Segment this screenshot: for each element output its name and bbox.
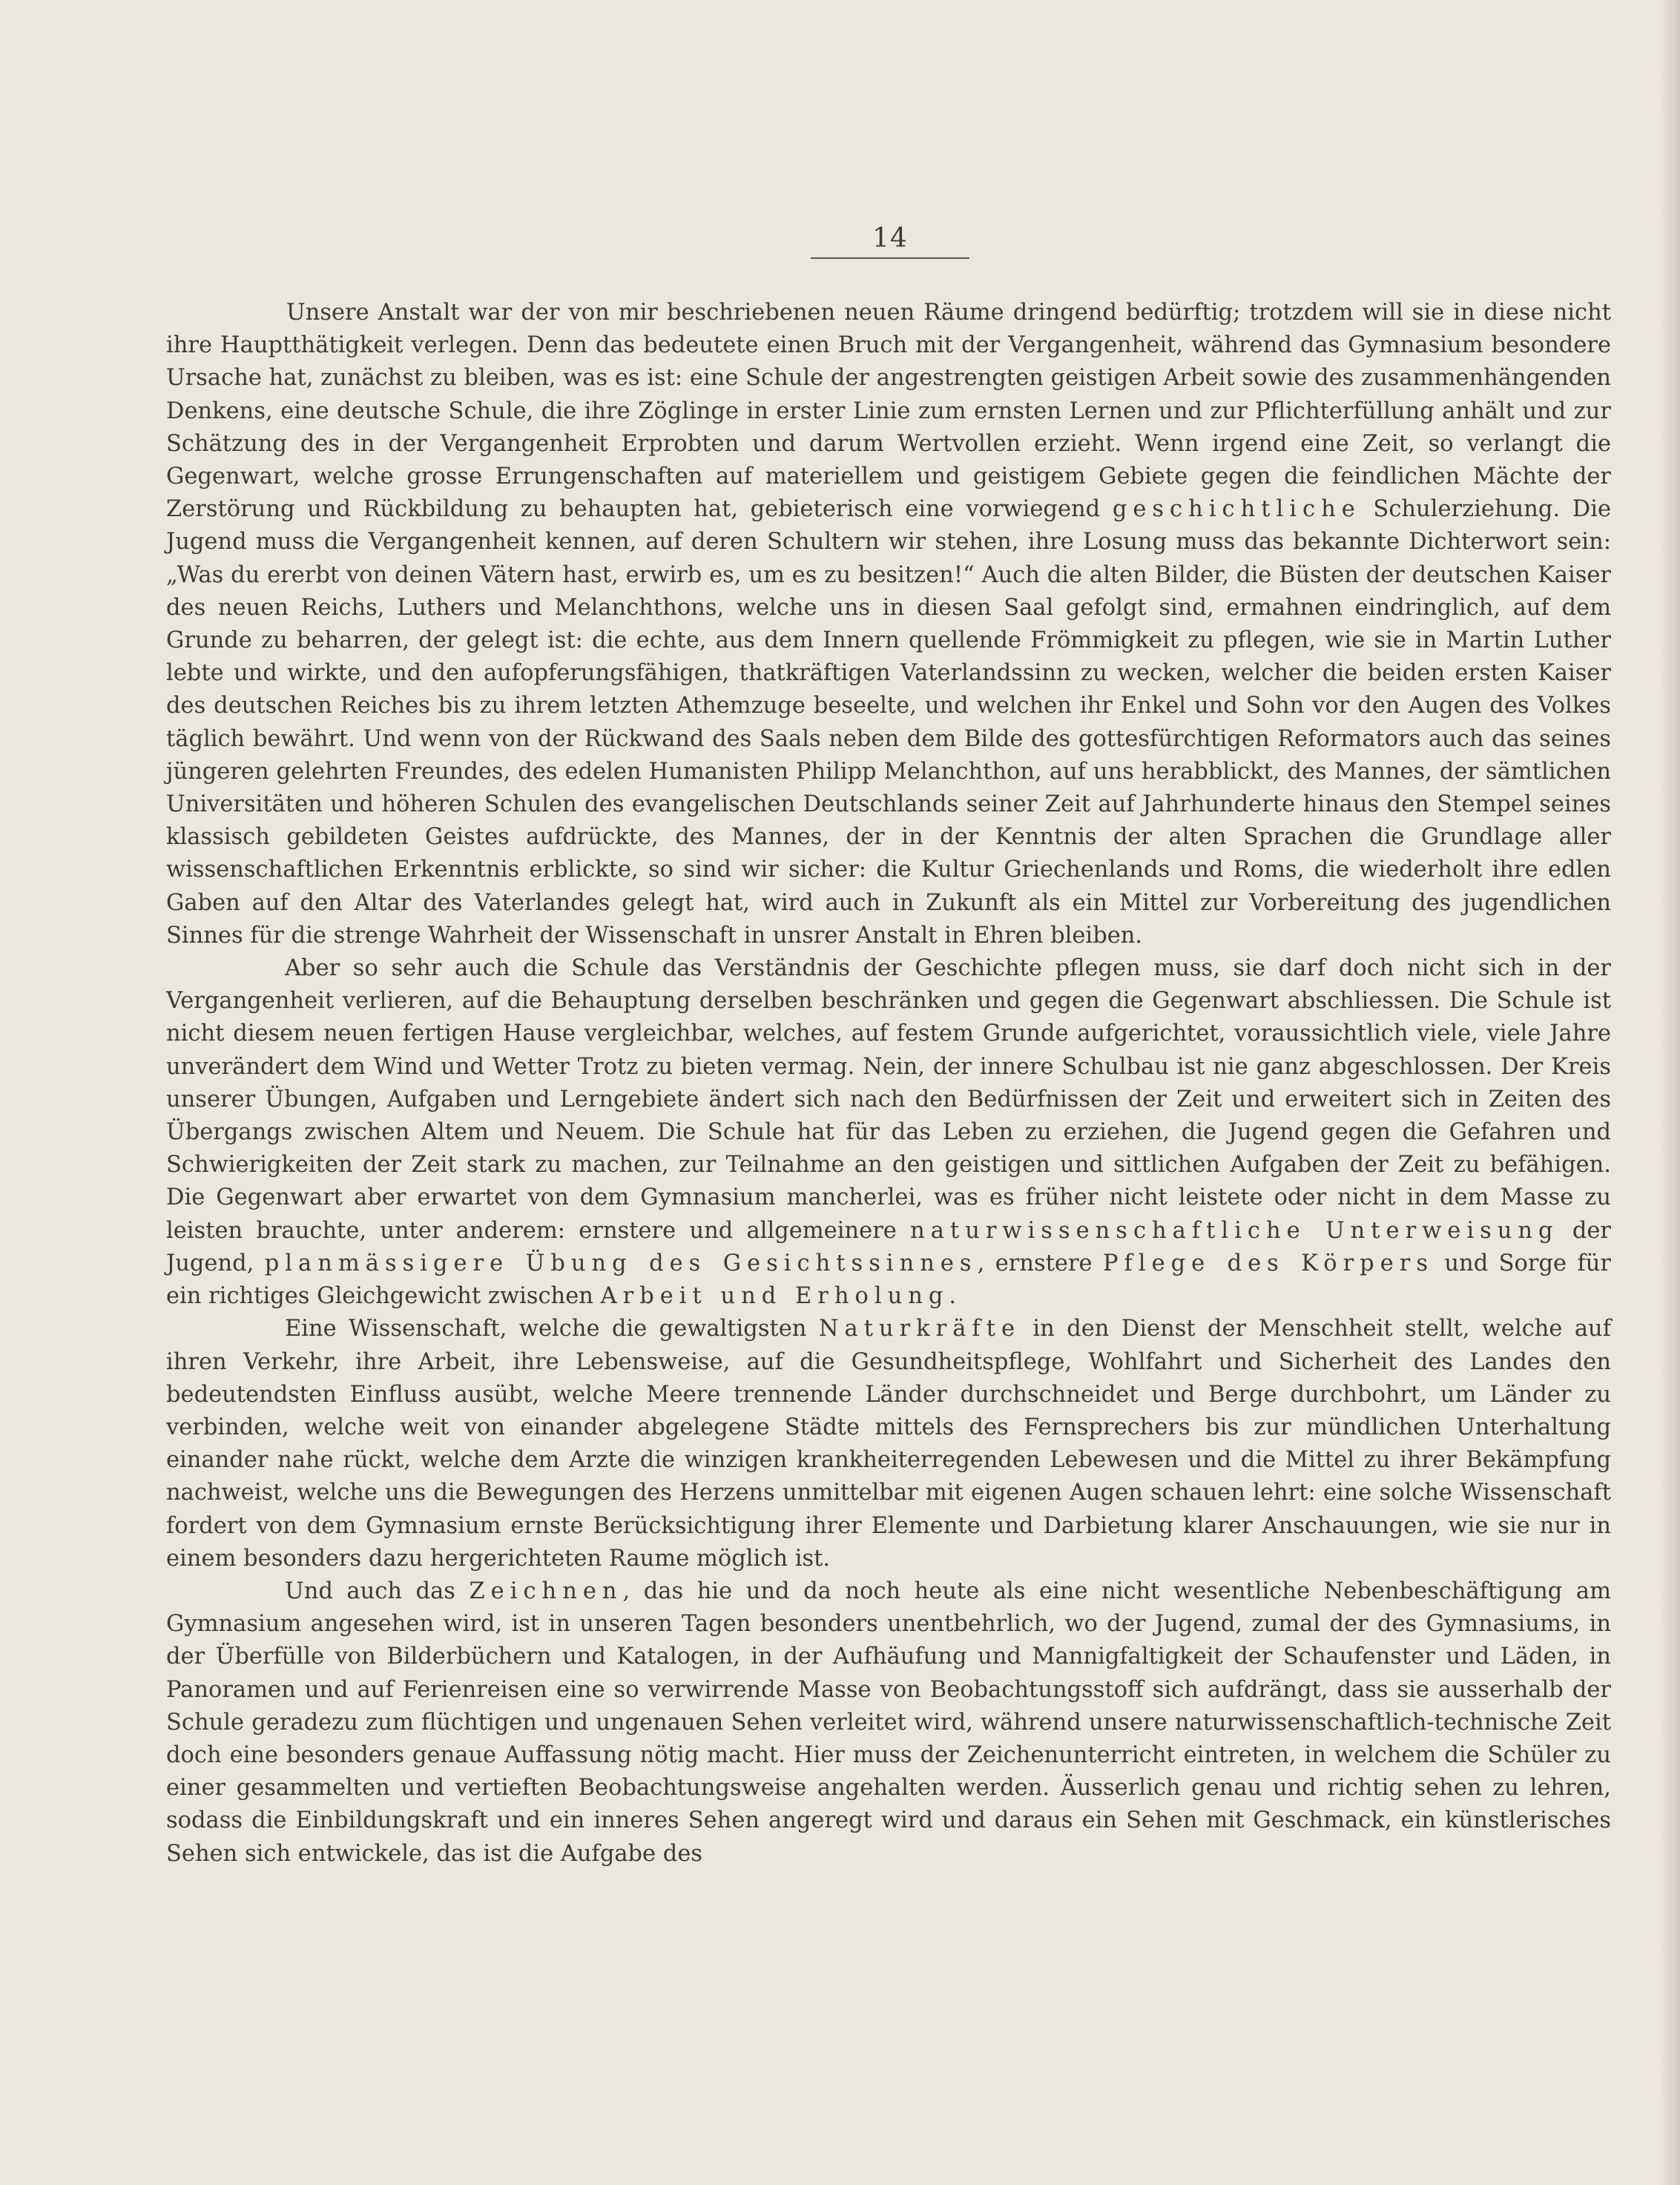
paragraph-text: Eine Wissenschaft, welche die gewaltigsten: [285, 1316, 819, 1342]
paragraph-text: .: [949, 1283, 957, 1310]
paragraph-text: , ernstere: [977, 1250, 1103, 1276]
emphasized-text: planmässigere Übung des Gesichtssinnes: [264, 1250, 978, 1276]
emphasized-text: Pflege des Körpers: [1103, 1250, 1434, 1276]
page-number-rule: [811, 257, 969, 259]
emphasized-text: geschichtliche: [1112, 496, 1361, 523]
emphasized-text: Arbeit und Erholung: [600, 1283, 949, 1310]
emphasized-text: Naturkräfte: [818, 1316, 1021, 1342]
paragraph-text: Und auch das: [285, 1578, 470, 1604]
body-text: [166, 297, 1611, 1871]
paragraph-text: , das hie und da noch heute als eine nicht wesentliche Nebenbeschäftigung am Gymnasium angesehen wird, ist in unseren Tagen besonders unentbehrlich, wo der Jugend, zumal der des Gymnasiums, in der Überfülle von Bilderbüchern und Katalogen, in der Aufhäufung und Mannigfaltigkeit der Schaufenster und Läden, in Panoramen und auf Ferienreisen eine so verwirrende Masse von Beobachtungsstoff sich aufdrängt, dass sie ausserhalb der Schule geradezu zum flüchtigen und ungenauen Sehen verleitet wird, während unsere naturwissenschaftlich-technische Zeit doch eine besonders genaue Auffassung nötig macht. Hier muss der Zeichenunterricht eintreten, in welchem die Schüler zu einer gesammelten und vertieften Beobachtungsweise angehalten werden. Äusserlich genau und richtig sehen zu lehren, sodass die Einbildungskraft und ein inneres Sehen angeregt wird und daraus ein Sehen mit Geschmack, ein künstlerisches Sehen sich entwickele, das ist die Aufgabe des: [166, 1578, 1611, 1867]
paragraph-text: Aber so sehr auch die Schule das Verständnis der Geschichte pflegen muss, sie darf doch nicht sich in der Vergangenheit verlieren, auf die Behauptung derselben beschränken und gegen die Gegenwart abschliessen. Die Schule ist nicht diesem neuen fertigen Hause vergleichbar, welches, auf festem Grunde aufgerichtet, voraussichtlich viele, viele Jahre unverändert dem Wind und Wetter Trotz zu bieten vermag. Nein, der innere Schulbau ist nie ganz abgeschlossen. Der Kreis unserer Übungen, Aufgaben und Lerngebiete ändert sich nach den Bedürfnissen der Zeit und erweitert sich in Zeiten des Übergangs zwischen Altem und Neuem. Die Schule hat für das Leben zu erziehen, die Jugend gegen die Gefahren und Schwierigkeiten der Zeit stark zu machen, zur Teilnahme an den geistigen und sittlichen Aufgaben der Zeit zu befähigen. Die Gegenwart aber erwartet von dem Gymnasium mancherlei, was es früher nicht leistete oder nicht in dem Masse zu leisten brauchte, unter anderem: ernstere und allgemeinere: [166, 955, 1611, 1244]
page-number: 14: [872, 223, 908, 254]
paragraph: [166, 1313, 1611, 1575]
paragraph-text: Unsere Anstalt war der von mir beschriebenen neuen Räume dringend bedürftig; trotzdem will sie in diese nicht ihre Hauptthätigkeit verlegen. Denn das bedeutete einen Bruch mit der Vergangenheit, während das Gymnasium besondere Ursache hat, zunächst zu bleiben, was es ist: eine Schule der angestrengten geistigen Arbeit sowie des zusammenhängenden Denkens, eine deutsche Schule, die ihre Zöglinge in erster Linie zum ernsten Lernen und zur Pflichterfüllung anhält und zur Schätzung des in der Vergangenheit Erprobten und darum Wertvollen erzieht. Wenn irgend eine Zeit, so verlangt die Gegenwart, welche grosse Errungenschaften auf materiellem und geistigem Gebiete gegen die feindlichen Mächte der Zerstörung und Rückbildung zu behaupten hat, gebieterisch eine vorwiegend: [166, 300, 1611, 523]
paragraph-text: und Sorge für ein richtiges Gleichgewicht zwischen: [166, 1250, 1611, 1310]
paragraph: [166, 1575, 1611, 1871]
emphasized-text: naturwissenschaftliche Unterweisung: [910, 1217, 1559, 1244]
paragraph-text: Schulerziehung. Die Jugend muss die Vergangenheit kennen, auf deren Schultern wir stehen, ihre Losung muss das bekannte Dichterwort sein: „Was du ererbt von deinen Vätern hast, erwirb es, um es zu besitzen!“ Auch die alten Bilder, die Büsten der deutschen Kaiser des neuen Reichs, Luthers und Melanchthons, welche uns in diesen Saal gefolgt sind, ermahnen eindringlich, auf dem Grunde zu beharren, der gelegt ist: die echte, aus dem Innern quellende Frömmigkeit zu pflegen, wie sie in Martin Luther lebte und wirkte, und den aufopferungsfähigen, thatkräftigen Vaterlandssinn zu wecken, welcher die beiden ersten Kaiser des deutschen Reiches bis zu ihrem letzten Athemzuge beseelte, und welchen ihr Enkel und Sohn vor den Augen des Volkes täglich bewährt. Und wenn von der Rückwand des Saals neben dem Bilde des gottesfürchtigen Reformators auch das seines jüngeren gelehrten Freundes, des edelen Humanisten Philipp Melanchthon, auf uns herabblickt, des Mannes, der sämtlichen Universitäten und höheren Schulen des evangelischen Deutschlands seiner Zeit auf Jahrhunderte hinaus den Stempel seines klassisch gebildeten Geistes aufdrückte, des Mannes, der in der Kenntnis der alten Sprachen die Grundlage aller wissenschaftlichen Erkenntnis erblickte, so sind wir sicher: die Kultur Griechenlands und Roms, die wiederholt ihre edlen Gaben auf den Altar des Vaterlandes gelegt hat, wird auch in Zukunft als ein Mittel zur Vorbereitung des jugendlichen Sinnes für die strenge Wahrheit der Wissenschaft in unsrer Anstalt in Ehren bleiben.: [166, 496, 1611, 949]
paragraph-text: der Jugend,: [166, 1217, 1611, 1276]
paragraph: [166, 297, 1611, 952]
paragraph-text: in den Dienst der Menschheit stellt, welche auf ihren Verkehr, ihre Arbeit, ihre Lebensweise, auf die Gesundheitspflege, Wohlfahrt und Sicherheit des Landes den bedeutendsten Einfluss ausübt, welche Meere trennende Länder durchschneidet und Berge durchbohrt, um Länder zu verbinden, welche weit von einander abgelegene Städte mittels des Fernsprechers bis zur mündlichen Unterhaltung einander nahe rückt, welche dem Arzte die winzigen krankheiterregenden Lebewesen und die Mittel zu ihrer Bekämpfung nachweist, welche uns die Bewegungen des Herzens unmittelbar mit eigenen Augen schauen lehrt: eine solche Wissenschaft fordert von dem Gymnasium ernste Berücksichtigung ihrer Elemente und Darbietung klarer Anschauungen, wie sie nur in einem besonders dazu hergerichteten Raume möglich ist.: [166, 1316, 1611, 1572]
page-edge-shadow: [1659, 0, 1680, 2185]
emphasized-text: Zeichnen: [469, 1578, 623, 1604]
paragraph: [166, 952, 1611, 1313]
